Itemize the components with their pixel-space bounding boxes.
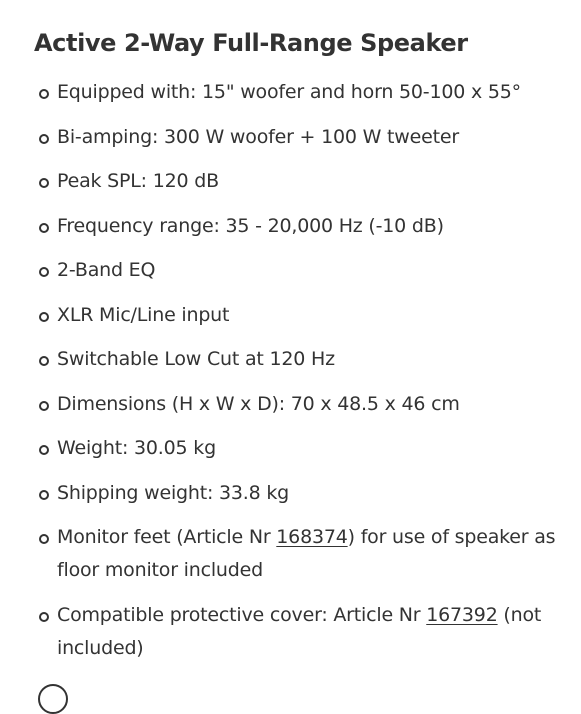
list-item [34,521,564,587]
bullet-icon [39,445,49,455]
list-item [34,432,564,465]
bullet-icon [39,178,49,188]
bullet-icon [39,312,49,322]
list-item [34,254,564,287]
feature-text: Equipped with: 15" woofer and horn 50-100 x 55° [57,81,521,103]
bullet-icon [39,89,49,99]
feature-text-before: Monitor feet (Article Nr [57,526,277,548]
feature-text: Shipping weight: 33.8 kg [57,481,290,504]
section-title: Active 2-Way Full-Range Speaker [34,29,468,57]
list-item [34,343,564,376]
bullet-icon [39,134,49,144]
partial-circle-icon [38,684,68,714]
bullet-icon [39,490,49,500]
bullet-icon [39,534,49,544]
article-link-protective-cover[interactable]: 167392 [426,603,498,626]
feature-text: XLR Mic/Line input [57,303,230,326]
bullet-icon [39,223,49,233]
feature-text-before: Compatible protective cover: Article Nr [57,603,427,626]
feature-text: Bi-amping: 300 W woofer + 100 W tweeter [57,125,459,148]
feature-text: Peak SPL: 120 dB [57,170,219,192]
list-item [34,121,564,154]
bullet-icon [39,612,49,622]
feature-text: Dimensions (H x W x D): 70 x 48.5 x 46 cm [57,392,460,415]
feature-text: Switchable Low Cut at 120 Hz [57,348,335,370]
feature-text: 2-Band EQ [57,259,156,281]
feature-text-after: (not included) [57,603,542,659]
bullet-icon [39,401,49,411]
list-item [34,388,564,421]
bullet-icon [39,267,49,277]
article-link-monitor-feet[interactable]: 168374 [276,526,348,548]
list-item [34,299,564,332]
list-item [34,599,564,665]
bullet-icon [39,356,49,366]
feature-text: Frequency range: 35 - 20,000 Hz (-10 dB) [57,214,444,237]
feature-list [34,76,564,665]
feature-text: Weight: 30.05 kg [57,437,216,459]
feature-text-after: ) for use of speaker as floor monitor included [57,526,556,581]
list-item [34,210,564,243]
list-item [34,477,564,510]
product-features-section [34,24,564,676]
list-item [34,76,564,109]
list-item [34,165,564,198]
